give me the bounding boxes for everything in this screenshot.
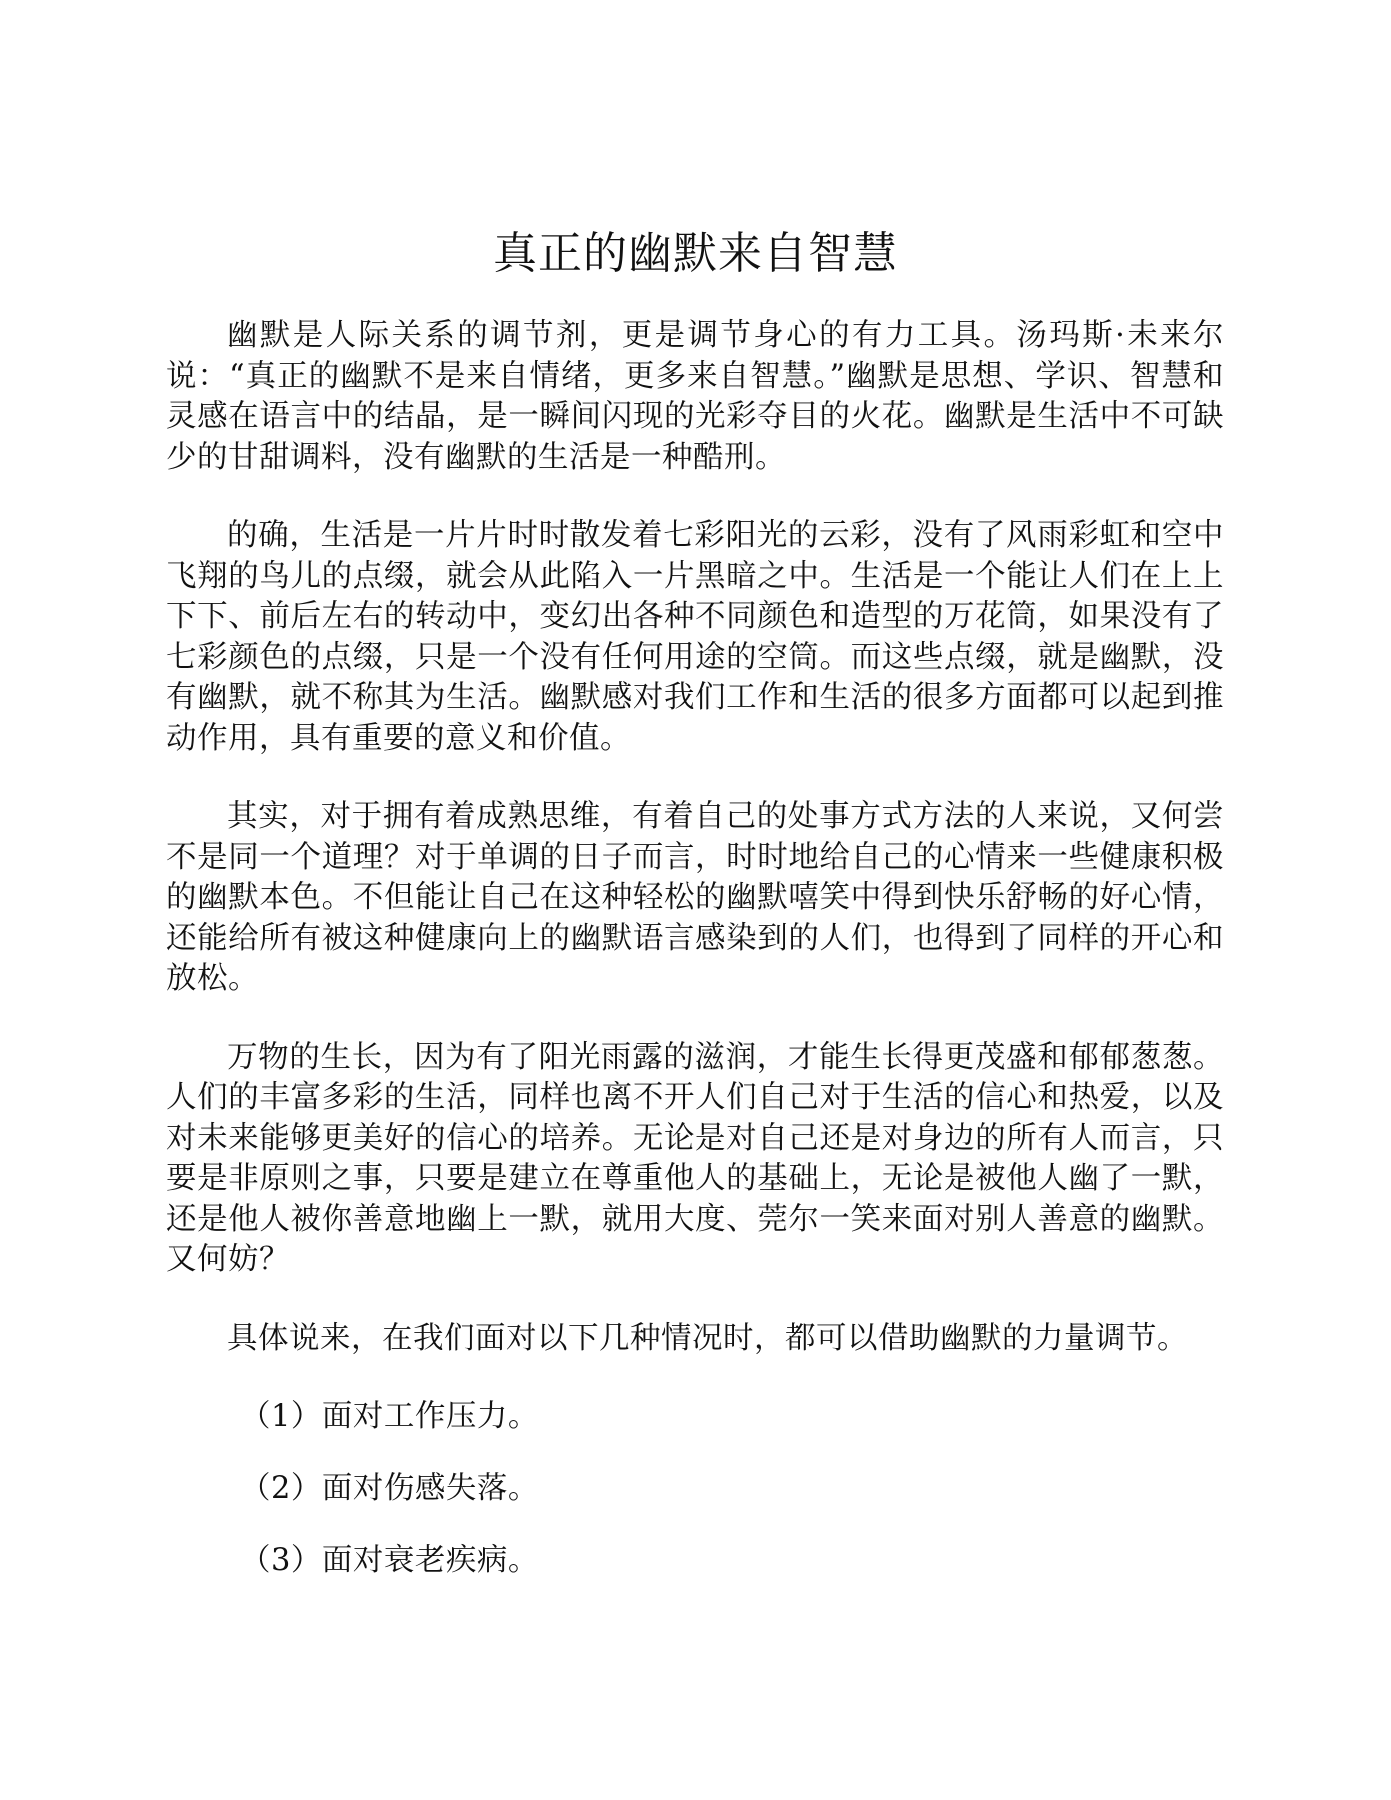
list-item: （3）面对衰老疾病。 <box>240 1543 539 1578</box>
document-body <box>166 316 1224 1613</box>
list-item: （2）面对伤感失落。 <box>240 1471 539 1506</box>
list-item: （1）面对工作压力。 <box>240 1399 539 1434</box>
document-title: 真正的幽默来自智慧 <box>493 228 898 279</box>
paragraph-2: 的确，生活是一片片时时散发着七彩阳光的云彩，没有了风雨彩虹和空中飞翔的鸟儿的点缀，就会从此陷入一片黑暗之中。生活是一个能让人们在上上下下、前后左右的转动中，变幻出各种不同颜色和造型的万花筒，如果没有了七彩颜色的点缀，只是一个没有任何用途的空筒。而这些点缀，就是幽默，没有幽默，就不称其为生活。幽默感对我们工作和生活的很多方面都可以起到推动作用，具有重要的意义和价值。 <box>166 518 1224 756</box>
paragraph-5: 具体说来，在我们面对以下几种情况时，都可以借助幽默的力量调节。 <box>227 1320 1188 1356</box>
paragraph-4: 万物的生长，因为有了阳光雨露的滋润，才能生长得更茂盛和郁郁葱葱。人们的丰富多彩的生活，同样也离不开人们自己对于生活的信心和热爱，以及对未来能够更美好的信心的培养。无论是对自己还是对身边的所有人而言，只要是非原则之事，只要是建立在尊重他人的基础上，无论是被他人幽了一默，还是他人被你善意地幽上一默，就用大度、莞尔一笑来面对别人善意的幽默。又何妨？ <box>166 1039 1224 1277</box>
situation-list <box>166 1397 1224 1581</box>
paragraph-3: 其实，对于拥有着成熟思维，有着自己的处事方式方法的人来说，又何尝不是同一个道理？对于单调的日子而言，时时地给自己的心情来一些健康积极的幽默本色。不但能让自己在这种轻松的幽默嘻笑中得到快乐舒畅的好心情，还能给所有被这种健康向上的幽默语言感染到的人们，也得到了同样的开心和放松。 <box>166 799 1224 996</box>
paragraph-1: 幽默是人际关系的调节剂，更是调节身心的有力工具。汤玛斯·未来尔说：“真正的幽默不是来自情绪，更多来自智慧。”幽默是思想、学识、智慧和灵感在语言中的结晶，是一瞬间闪现的光彩夺目的火花。幽默是生活中不可缺少的甘甜调料，没有幽默的生活是一种酷刑。 <box>166 318 1224 475</box>
